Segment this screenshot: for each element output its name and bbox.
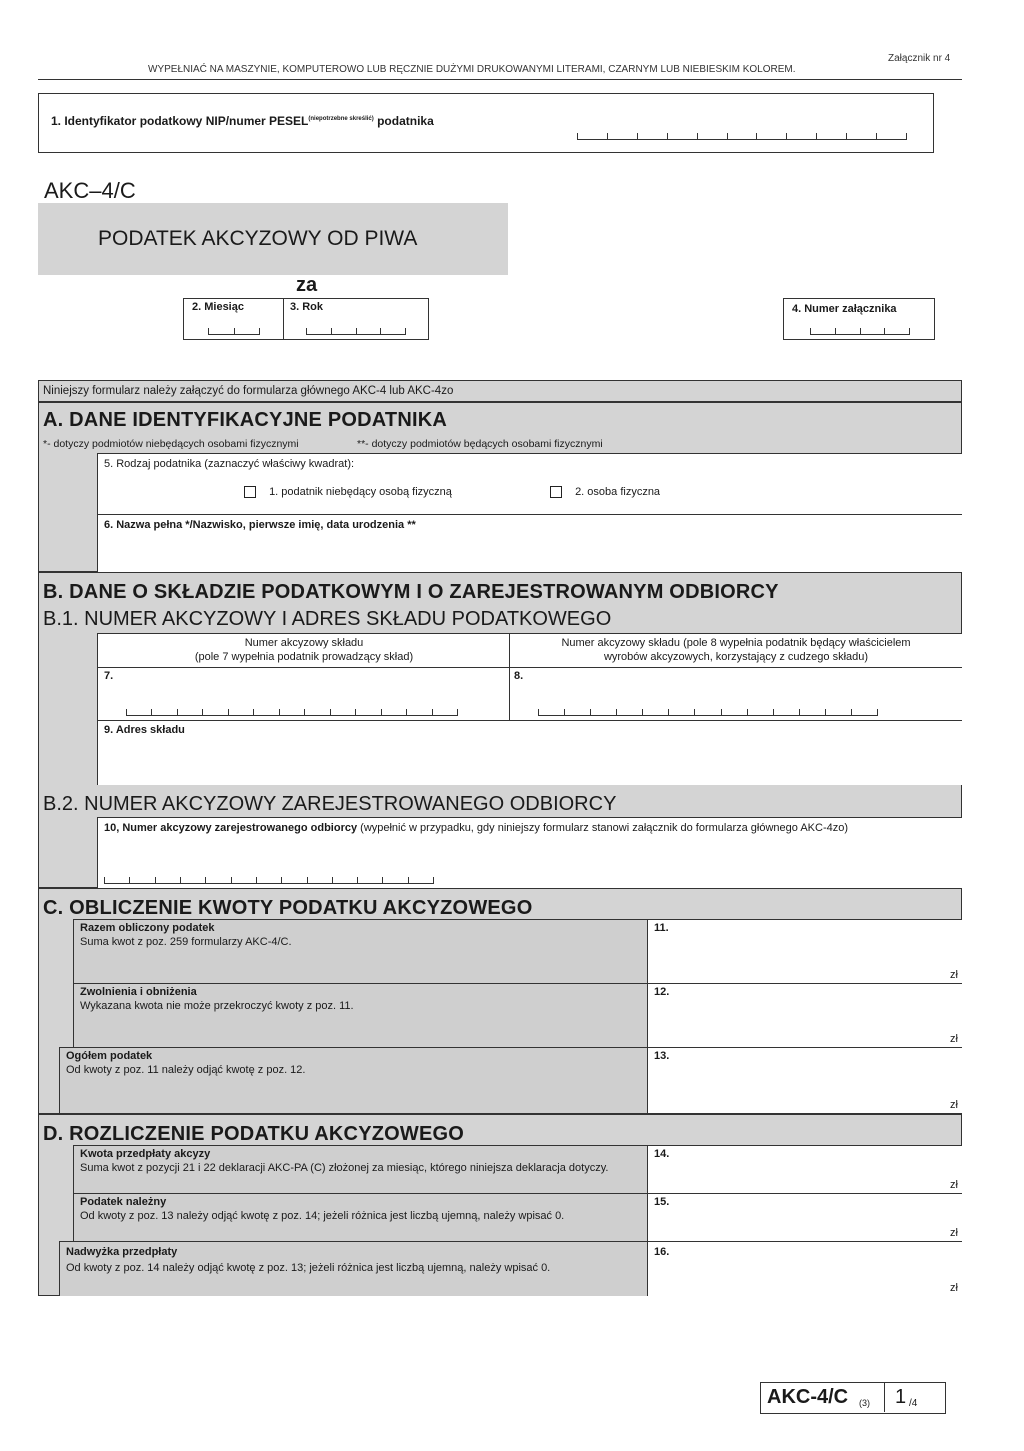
row-12: Zwolnienia i obniżenia Wykazana kwota nie może przekroczyć kwoty z poz. 11.	[73, 983, 647, 1047]
option-natural-person[interactable]: 2. osoba fizyczna	[550, 486, 660, 498]
section-b	[38, 572, 962, 888]
field-8-header-1: Numer akcyzowy składu (pole 8 wypełnia podatnik będący właścicielem	[561, 637, 911, 649]
field-7-header-1: Numer akcyzowy składu	[244, 637, 364, 649]
attachment-number-input[interactable]	[810, 327, 910, 335]
form-title: PODATEK AKCYZOWY OD PIWA	[98, 227, 418, 250]
row-15: Podatek należny Od kwoty z poz. 13 należy odjąć kwotę z poz. 14; jeżeli różnica jest liczbą ujemną, należy wpisać 0.	[73, 1193, 647, 1241]
section-a	[38, 402, 962, 572]
instruction-text: WYPEŁNIAĆ NA MASZYNIE, KOMPUTEROWO LUB RĘCZNIE DUŻYMI DRUKOWANYMI LITERAMI, CZARNYM LUB NIEBIESKIM KOLOREM.	[148, 64, 796, 75]
field-16-input[interactable]: 16. zł	[647, 1241, 962, 1296]
footer-form-id	[760, 1382, 946, 1414]
field-10-input[interactable]	[104, 876, 434, 884]
footer-version: (3)	[859, 1398, 870, 1408]
year-input[interactable]	[306, 327, 406, 335]
row-11: Razem obliczony podatek Suma kwot z poz. 259 formularzy AKC-4/C.	[73, 919, 647, 983]
field-8-header-2: wyrobów akcyzowych, korzystający z cudzego składu)	[603, 651, 869, 663]
year-label: 3. Rok	[290, 301, 324, 313]
nip-input[interactable]	[577, 132, 907, 140]
checkbox-natural-person[interactable]	[550, 486, 562, 498]
attachment-note: Niniejszy formularz należy załączyć do formularza głównego AKC-4 lub AKC-4zo	[38, 380, 962, 402]
field-9-label: 9. Adres składu	[104, 724, 185, 736]
field-5-label: 5. Rodzaj podatnika (zaznaczyć właściwy kwadrat):	[104, 458, 355, 470]
section-b2-title: B.2. NUMER AKCYZOWY ZAREJESTROWANEGO ODBIORCY	[43, 793, 617, 815]
section-d-title: D. ROZLICZENIE PODATKU AKCYZOWEGO	[43, 1123, 465, 1145]
form-title-banner	[38, 203, 508, 275]
attachment-number-box	[783, 298, 935, 340]
field-15-input[interactable]: 15. zł	[647, 1193, 962, 1241]
field-1-box	[38, 93, 934, 153]
note-natural-person: **- dotyczy podmiotów będących osobami fizycznymi	[357, 438, 603, 450]
za-label: za	[296, 274, 318, 296]
footer-pages: /4	[909, 1398, 918, 1409]
option-legal-entity[interactable]: 1. podatnik niebędący osobą fizyczną	[244, 486, 452, 498]
month-input[interactable]	[208, 327, 260, 335]
field-12-input[interactable]: 12. zł	[647, 983, 962, 1047]
field-7-input[interactable]	[126, 708, 458, 716]
form-code: AKC–4/C	[44, 178, 136, 203]
field-11-input[interactable]: 11. zł	[647, 919, 962, 983]
section-c	[38, 888, 962, 1114]
field-7-header-2: (pole 7 wypełnia podatnik prowadzący skład)	[194, 651, 414, 663]
field-8-label: 8.	[514, 670, 524, 682]
section-c-title: C. OBLICZENIE KWOTY PODATKU AKCYZOWEGO	[43, 897, 533, 919]
row-13: Ogółem podatek Od kwoty z poz. 11 należy odjąć kwotę z poz. 12.	[59, 1047, 647, 1113]
attachment-number-label: 4. Numer załącznika	[792, 303, 897, 315]
field-13-input[interactable]: 13. zł	[647, 1047, 962, 1113]
note-legal-entity: *- dotyczy podmiotów niebędących osobami fizycznymi	[43, 438, 299, 450]
section-b1-title: B.1. NUMER AKCYZOWY I ADRES SKŁADU PODATKOWEGO	[43, 608, 612, 630]
field-6-label: 6. Nazwa pełna */Nazwisko, pierwsze imię, data urodzenia **	[104, 519, 416, 531]
footer-page: 1	[895, 1386, 907, 1408]
checkbox-legal-entity[interactable]	[244, 486, 256, 498]
footer-form-code: AKC-4/C	[767, 1386, 849, 1408]
field-14-input[interactable]: 14. zł	[647, 1145, 962, 1193]
field-8-input[interactable]	[538, 708, 878, 716]
field-10-label: 10, Numer akcyzowy zarejestrowanego odbiorcy (wypełnić w przypadku, gdy niniejszy formularz stanowi załącznik do formularza głównego AKC-4zo)	[104, 822, 849, 834]
field-9-box[interactable]	[98, 720, 962, 786]
section-d	[38, 1114, 962, 1296]
section-a-title: A. DANE IDENTYFIKACYJNE PODATNIKA	[43, 409, 448, 431]
row-14: Kwota przedpłaty akcyzy Suma kwot z pozycji 21 i 22 deklaracji AKC-PA (C) złożonej za miesiąc, którego niniejsza deklaracja dotyczy.	[73, 1145, 647, 1193]
period-box	[183, 298, 429, 340]
field-10-box	[97, 817, 962, 888]
row-16: Nadwyżka przedpłaty Od kwoty z poz. 14 należy odjąć kwotę z poz. 13; jeżeli różnica jest liczbą ujemną, należy wpisać 0.	[59, 1241, 647, 1296]
field-6-box[interactable]	[98, 514, 962, 572]
field-1-label: 1. Identyfikator podatkowy NIP/numer $PESEL^{(niepotrzebne skreślić)}$ podatnika	[51, 114, 434, 128]
header-rule	[38, 79, 962, 80]
month-label: 2. Miesiąc	[192, 301, 244, 313]
section-b-title: B. DANE O SKŁADZIE PODATKOWYM I O ZAREJESTROWANYM ODBIORCY	[43, 581, 779, 603]
attachment-number: Załącznik nr 4	[888, 53, 951, 64]
field-7-label: 7.	[104, 670, 114, 682]
